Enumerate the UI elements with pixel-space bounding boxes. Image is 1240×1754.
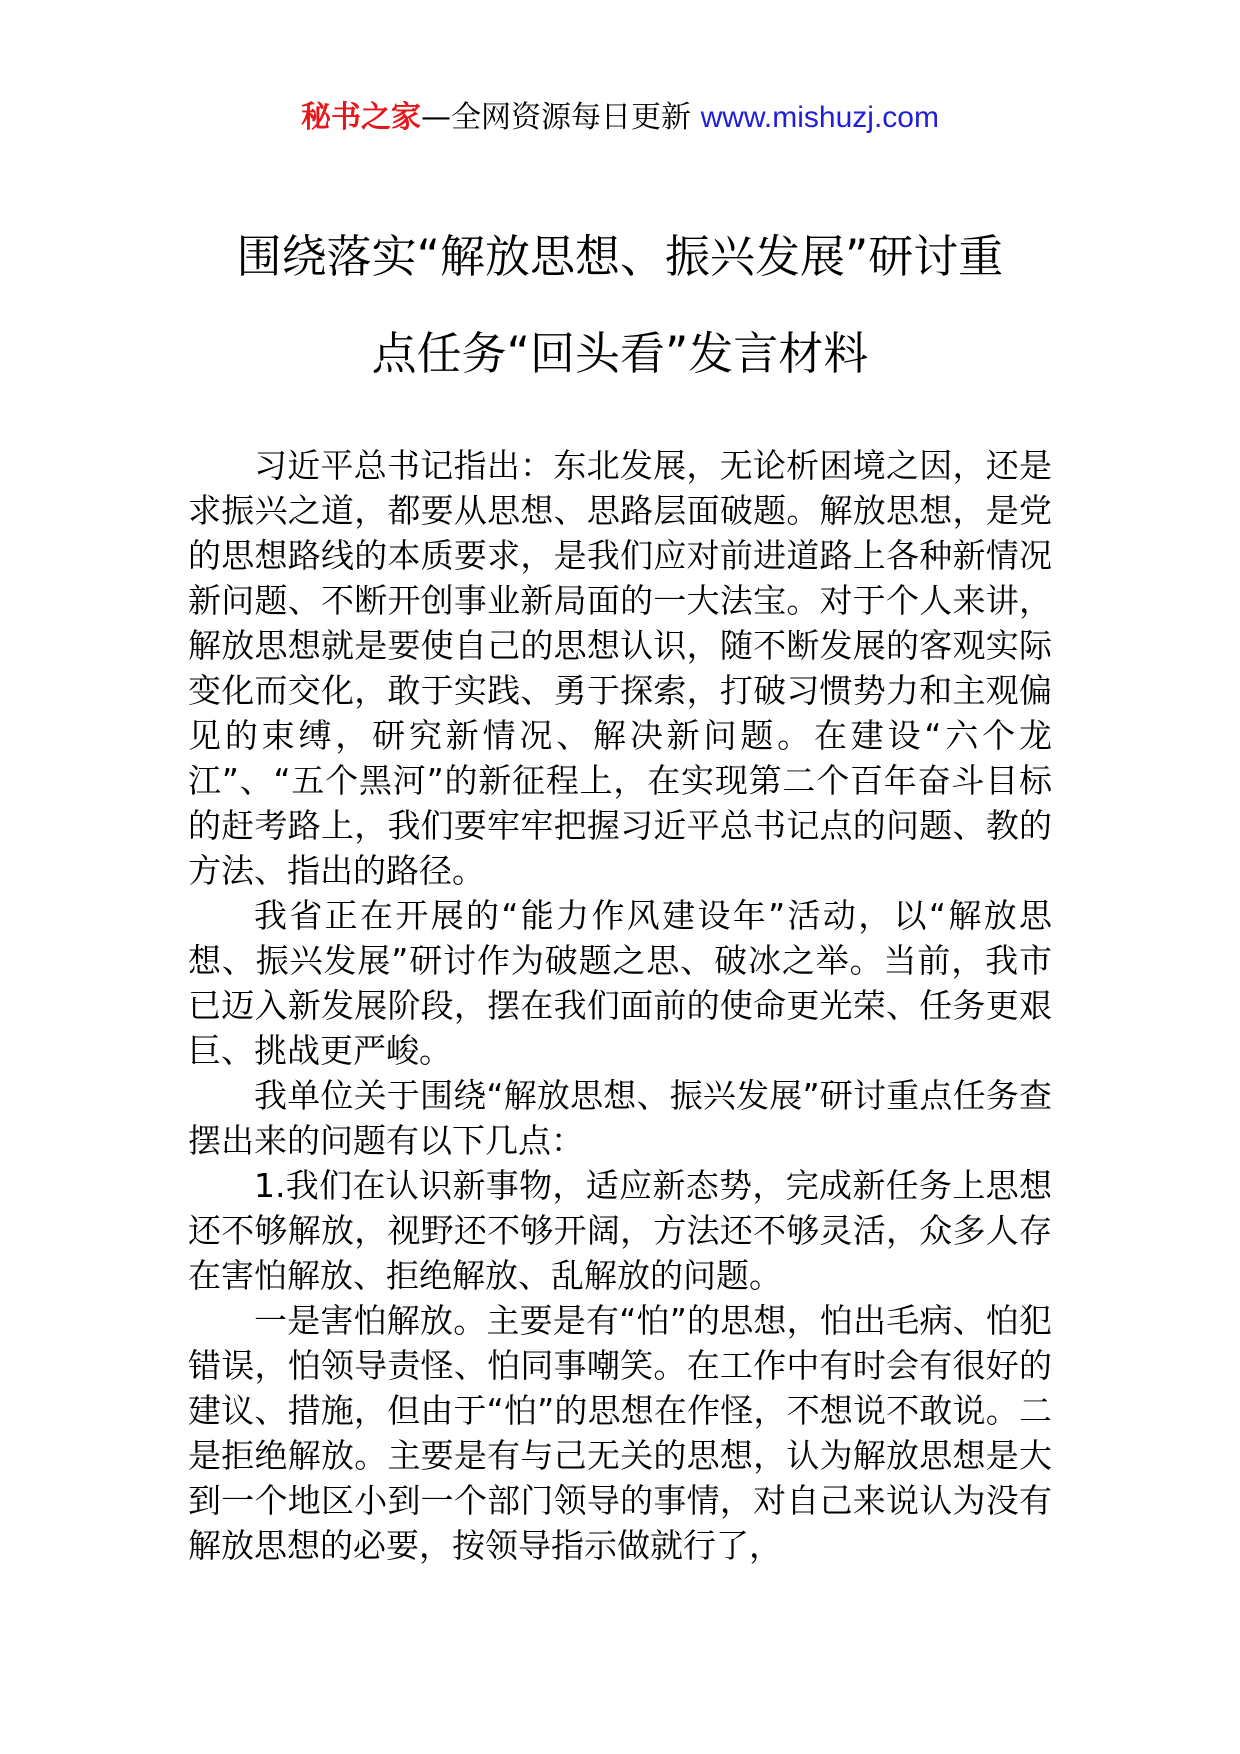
document-body bbox=[188, 443, 1052, 1568]
site-header bbox=[0, 98, 1240, 138]
title-line-1: 围绕落实“解放思想、振兴发展”研讨重 bbox=[236, 230, 1004, 283]
paragraph: 我省正在开展的“能力作风建设年”活动，以“解放思想、振兴发展”研讨作为破题之思、破冰之举。当前，我市已迈入新发展阶段，摆在我们面前的使命更光荣、任务更艰巨、挑战更严峻。 bbox=[188, 896, 1052, 1070]
paragraph: 我单位关于围绕“解放思想、振兴发展”研讨重点任务查摆出来的问题有以下几点： bbox=[188, 1076, 1052, 1160]
document-title bbox=[180, 208, 1060, 402]
site-brand: 秘书之家 bbox=[301, 100, 422, 135]
site-url[interactable]: www.mishuzj.com bbox=[700, 101, 939, 134]
site-tagline: —全网资源每日更新 bbox=[421, 100, 692, 135]
paragraph: 1.我们在认识新事物，适应新态势，完成新任务上思想还不够解放，视野还不够开阔，方法还不够灵活，众多人存在害怕解放、拒绝解放、乱解放的问题。 bbox=[188, 1166, 1052, 1295]
title-line-2: 点任务“回头看”发言材料 bbox=[371, 327, 869, 380]
paragraph: 一是害怕解放。主要是有“怕”的思想，怕出毛病、怕犯错误，怕领导责怪、怕同事嘲笑。在工作中有时会有很好的建议、措施，但由于“怕”的思想在作怪，不想说不敢说。二是拒绝解放。主要是有与己无关的思想，认为解放思想是大到一个地区小到一个部门领导的事情，对自己来说认为没有解放思想的必要，按领导指示做就行了， bbox=[188, 1301, 1052, 1565]
paragraph: 习近平总书记指出：东北发展，无论析困境之因，还是求振兴之道，都要从思想、思路层面破题。解放思想，是党的思想路线的本质要求，是我们应对前进道路上各种新情况新问题、不断开创事业新局面的一大法宝。对于个人来讲，解放思想就是要使自己的思想认识，随不断发展的客观实际变化而交化，敢于实践、勇于探索，打破习惯势力和主观偏见的束缚，研究新情况、解决新问题。在建设“六个龙江”、“五个黑河”的新征程上，在实现第二个百年奋斗目标的赶考路上，我们要牢牢把握习近平总书记点的问题、教的方法、指出的路径。 bbox=[188, 446, 1052, 890]
